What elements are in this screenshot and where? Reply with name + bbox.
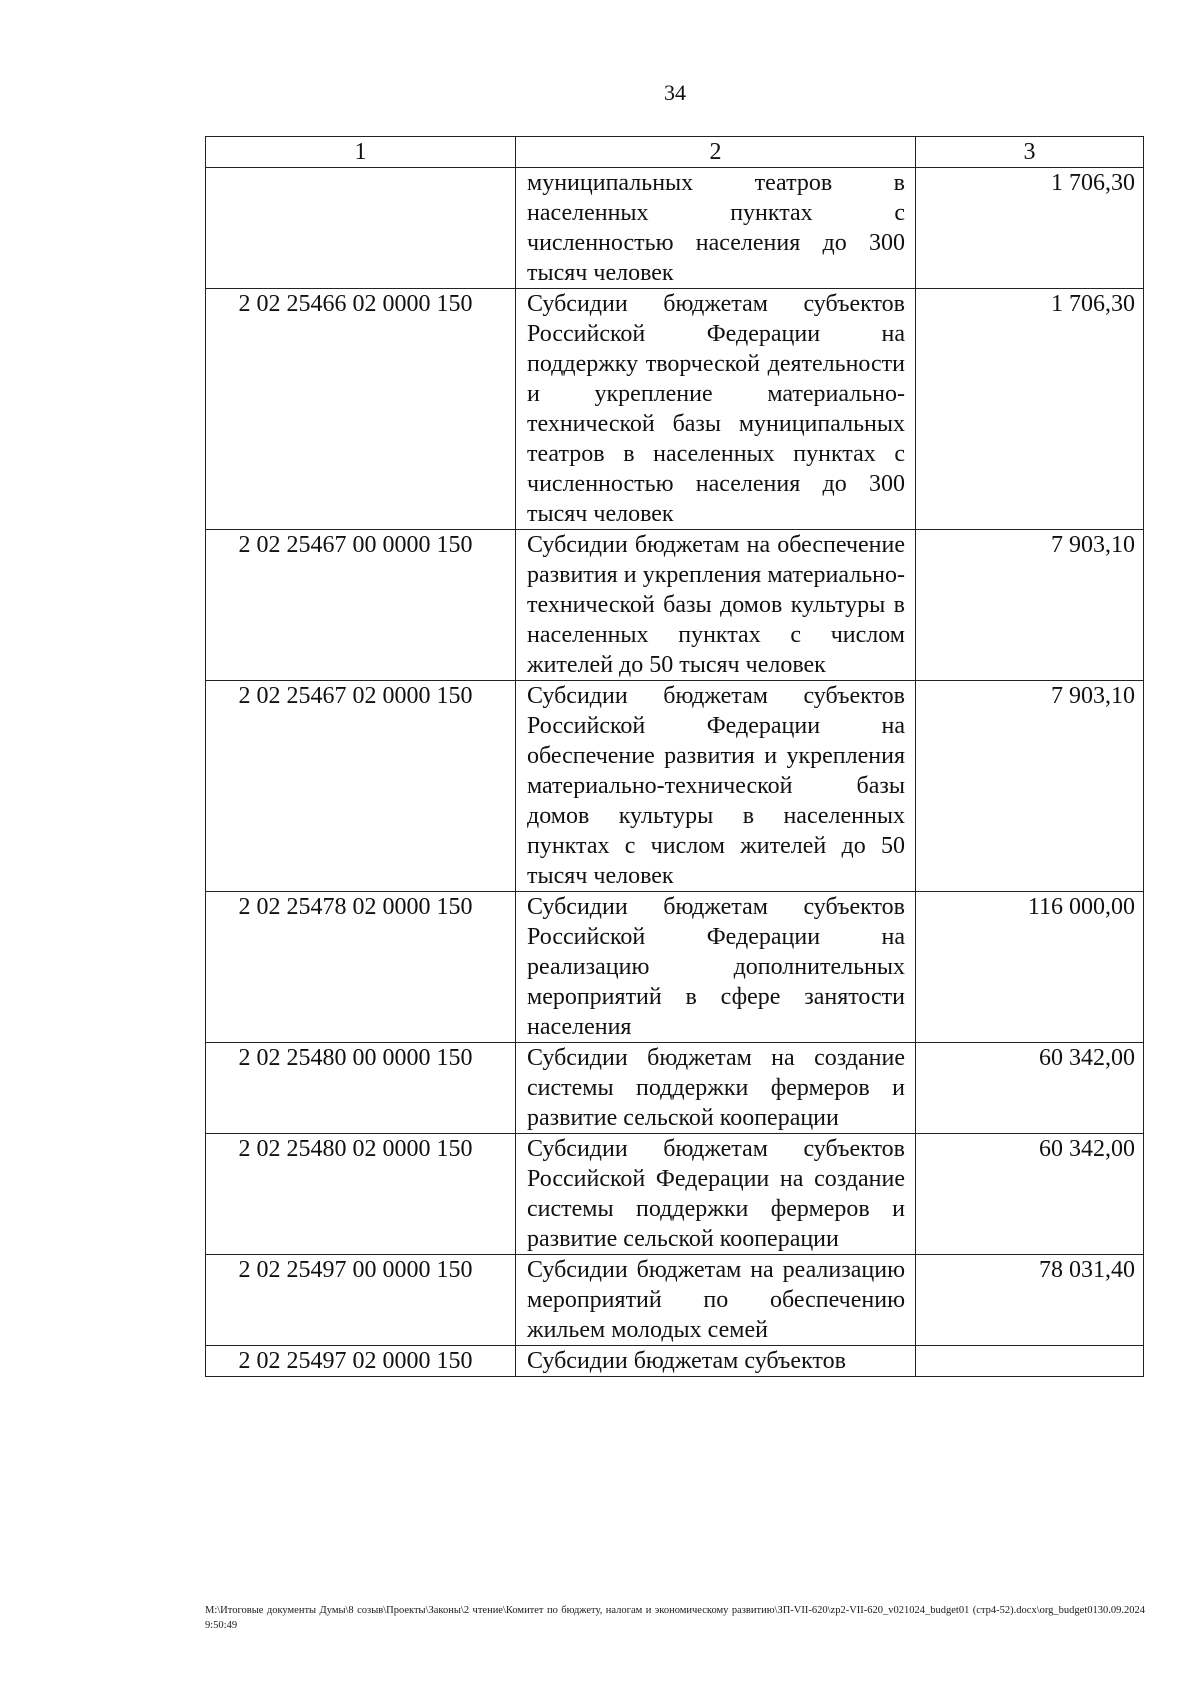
budget-code-cell: 2 02 25466 02 0000 150 [206,289,516,530]
table-row [206,168,1144,289]
budget-code-cell: 2 02 25497 00 0000 150 [206,1255,516,1346]
table-row [206,1134,1144,1255]
page-number: 34 [664,80,686,105]
budget-code-cell: 2 02 25467 00 0000 150 [206,530,516,681]
table-row [206,530,1144,681]
table-row [206,289,1144,530]
table-row [206,1043,1144,1134]
description-cell: Субсидии бюджетам субъектов [516,1346,916,1377]
budget-code-cell: 2 02 25480 02 0000 150 [206,1134,516,1255]
budget-code-cell: 2 02 25467 02 0000 150 [206,681,516,892]
amount-cell: 7 903,10 [916,530,1144,681]
amount-cell: 1 706,30 [916,289,1144,530]
amount-cell: 60 342,00 [916,1134,1144,1255]
column-header-1: 1 [206,137,516,168]
budget-code-cell: 2 02 25497 02 0000 150 [206,1346,516,1377]
amount-cell: 60 342,00 [916,1043,1144,1134]
table-row [206,1255,1144,1346]
column-header-3: 3 [916,137,1144,168]
amount-cell: 1 706,30 [916,168,1144,289]
description-cell: Субсидии бюджетам субъектов Российской Федерации на поддержку творческой деятельности и укрепление материально-технической базы муниципальных театров в населенных пунктах с численностью населения до 300 тысяч человек [516,289,916,530]
budget-code-cell: 2 02 25480 00 0000 150 [206,1043,516,1134]
budget-table [205,136,1144,1377]
table-row [206,1346,1144,1377]
description-cell: Субсидии бюджетам на обеспечение развития и укрепления материально-технической базы домов культуры в населенных пунктах с числом жителей до 50 тысяч человек [516,530,916,681]
amount-cell: 116 000,00 [916,892,1144,1043]
description-cell: Субсидии бюджетам субъектов Российской Федерации на обеспечение развития и укрепления материально-технической базы домов культуры в населенных пунктах с числом жителей до 50 тысяч человек [516,681,916,892]
description-cell: Субсидии бюджетам на создание системы поддержки фермеров и развитие сельской кооперации [516,1043,916,1134]
budget-code-cell [206,168,516,289]
amount-cell: 78 031,40 [916,1255,1144,1346]
table-row [206,892,1144,1043]
description-cell: муниципальных театров в населенных пунктах с численностью населения до 300 тысяч человек [516,168,916,289]
budget-code-cell: 2 02 25478 02 0000 150 [206,892,516,1043]
column-header-2: 2 [516,137,916,168]
amount-cell [916,1346,1144,1377]
table-row [206,681,1144,892]
description-cell: Субсидии бюджетам на реализацию мероприятий по обеспечению жильем молодых семей [516,1255,916,1346]
table-header-row [206,137,1144,168]
document-file-path-footer: M:\Итоговые документы Думы\8 созыв\Проекты\Законы\2 чтение\Комитет по бюджету, налогам и экономическому развитию\ЗП-VII-620\zp2-VII-620_v021024_budget01 (стр4-52).docx\org_budget0130.09.2024 9:50:49 [205,1605,1145,1631]
description-cell: Субсидии бюджетам субъектов Российской Федерации на создание системы поддержки фермеров и развитие сельской кооперации [516,1134,916,1255]
amount-cell: 7 903,10 [916,681,1144,892]
description-cell: Субсидии бюджетам субъектов Российской Федерации на реализацию дополнительных мероприятий в сфере занятости населения [516,892,916,1043]
